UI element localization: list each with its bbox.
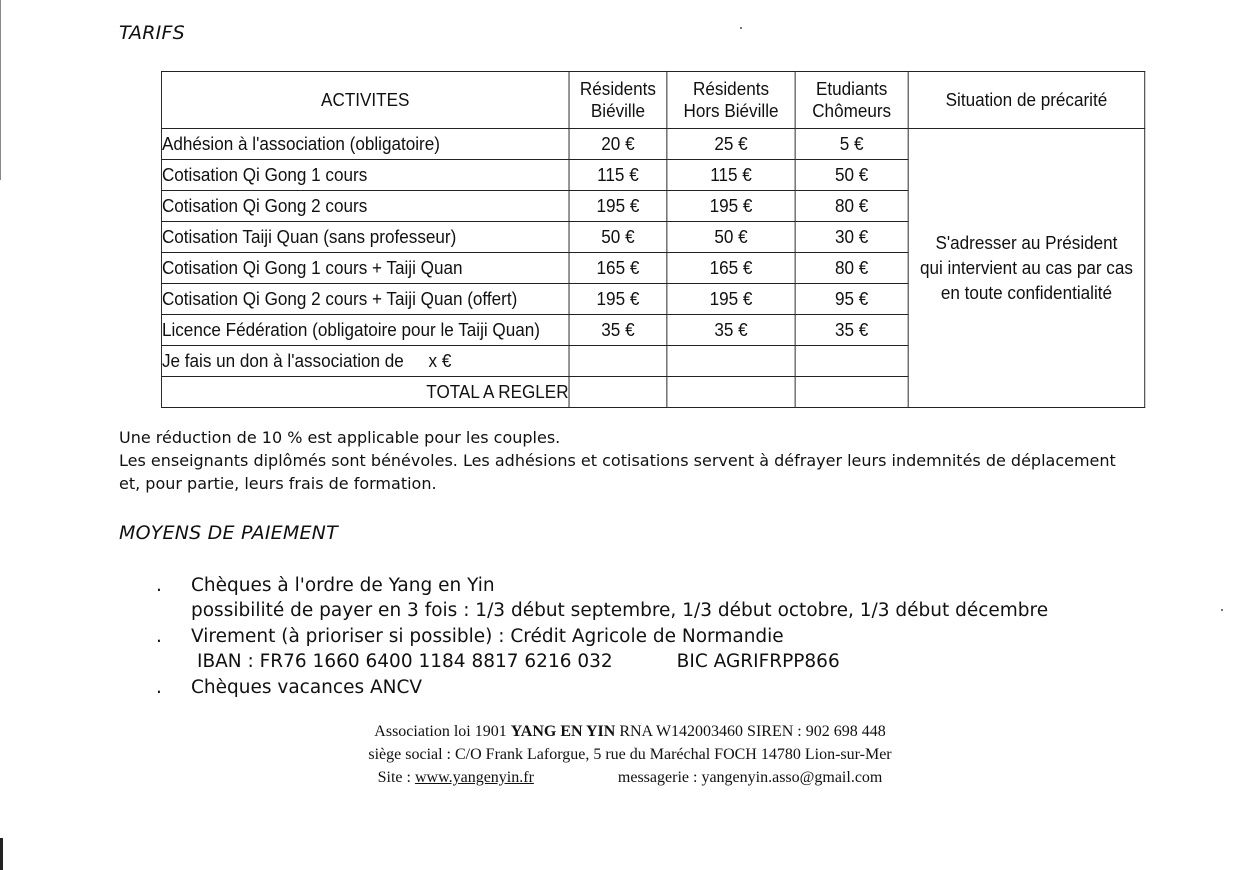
don-bieville-cell[interactable] xyxy=(569,346,667,377)
don-etudiants-cell[interactable] xyxy=(795,346,908,377)
activity-label: Cotisation Taiji Quan (sans professeur) xyxy=(161,222,569,253)
price-etudiants: 50 € xyxy=(795,160,908,191)
price-etudiants: 30 € xyxy=(795,222,908,253)
iban: IBAN : FR76 1660 6400 1184 8817 6216 032 xyxy=(197,651,613,672)
note-enseignants: Les enseignants diplômés sont bénévoles. Les adhésions et cotisations servent à défrayer leurs indemnités de déplacement et, pour partie, leurs frais de formation. xyxy=(119,451,1116,493)
activity-label: Cotisation Qi Gong 1 cours xyxy=(161,160,569,191)
price-bieville: 50 € xyxy=(569,222,667,253)
scan-edge-mark xyxy=(0,838,3,870)
header-residents-hors-bieville: Résidents Hors Biéville xyxy=(667,72,795,129)
tarifs-table xyxy=(161,71,1145,408)
header-etudiants-chomeurs: Etudiants Chômeurs xyxy=(795,72,908,129)
tarifs-title: TARIFS xyxy=(119,22,185,44)
site-link[interactable]: www.yangenyin.fr xyxy=(414,769,534,786)
header-activites: ACTIVITES xyxy=(161,72,569,129)
price-etudiants: 80 € xyxy=(795,191,908,222)
list-item xyxy=(150,573,1048,623)
total-hors-bieville-cell[interactable] xyxy=(667,377,795,408)
price-hors-bieville: 35 € xyxy=(667,315,795,346)
price-etudiants: 35 € xyxy=(795,315,908,346)
price-bieville: 20 € xyxy=(569,129,667,160)
price-etudiants: 5 € xyxy=(795,129,908,160)
paiement-title: MOYENS DE PAIEMENT xyxy=(119,522,338,544)
email-address[interactable]: yangenyin.asso@gmail.com xyxy=(701,769,883,786)
price-etudiants: 95 € xyxy=(795,284,908,315)
scan-speck xyxy=(1221,609,1223,611)
payment-cheques: Chèques à l'ordre de Yang en Yin xyxy=(191,575,495,596)
price-bieville: 195 € xyxy=(569,191,667,222)
scan-edge-mark xyxy=(0,0,1,180)
payment-methods-list xyxy=(150,573,1048,701)
price-hors-bieville: 195 € xyxy=(667,284,795,315)
table-header-row xyxy=(161,72,1144,129)
header-residents-bieville: Résidents Biéville xyxy=(569,72,667,129)
price-bieville: 195 € xyxy=(569,284,667,315)
don-amount: x € xyxy=(428,350,452,371)
list-item xyxy=(150,675,1048,700)
bullet-dot: . xyxy=(156,626,162,647)
don-hors-bieville-cell[interactable] xyxy=(667,346,795,377)
total-bieville-cell[interactable] xyxy=(569,377,667,408)
bullet-dot: . xyxy=(156,575,162,596)
bullet-dot: . xyxy=(156,677,162,698)
bic: BIC AGRIFRPP866 xyxy=(676,651,840,672)
association-name: YANG EN YIN xyxy=(510,723,616,740)
header-situation-precarite: Situation de précarité xyxy=(908,72,1145,129)
footer-siege: siège social : C/O Frank Laforgue, 5 rue du Maréchal FOCH 14780 Lion-sur-Mer xyxy=(368,746,892,763)
payment-cheques-vacances: Chèques vacances ANCV xyxy=(191,677,423,698)
table-row xyxy=(161,129,1144,160)
price-hors-bieville: 25 € xyxy=(667,129,795,160)
price-bieville: 165 € xyxy=(569,253,667,284)
activity-label: Cotisation Qi Gong 2 cours + Taiji Quan (offert) xyxy=(161,284,569,315)
price-bieville: 35 € xyxy=(569,315,667,346)
footer-contact: Site : www.yangenyin.fr messagerie : yangenyin.asso@gmail.com xyxy=(377,769,883,786)
payment-cheques-detail: possibilité de payer en 3 fois : 1/3 début septembre, 1/3 début octobre, 1/3 début décembre xyxy=(191,600,1049,621)
price-hors-bieville: 50 € xyxy=(667,222,795,253)
precarite-note: S'adresser au Président qui intervient au cas par cas en toute confidentialité xyxy=(908,129,1145,408)
activity-label: Cotisation Qi Gong 1 cours + Taiji Quan xyxy=(161,253,569,284)
total-label: TOTAL A REGLER xyxy=(161,377,569,408)
list-item xyxy=(150,624,1048,674)
payment-virement: Virement (à prioriser si possible) : Crédit Agricole de Normandie xyxy=(191,626,784,647)
association-footer xyxy=(300,720,960,789)
footer-identity: Association loi 1901 YANG EN YIN RNA W142003460 SIREN : 902 698 448 xyxy=(374,723,886,740)
price-hors-bieville: 195 € xyxy=(667,191,795,222)
total-etudiants-cell[interactable] xyxy=(795,377,908,408)
payment-bank-details xyxy=(191,649,1048,674)
tarifs-notes xyxy=(119,426,1119,495)
activity-label: Adhésion à l'association (obligatoire) xyxy=(161,129,569,160)
price-etudiants: 80 € xyxy=(795,253,908,284)
price-hors-bieville: 165 € xyxy=(667,253,795,284)
don-cell xyxy=(161,346,569,377)
price-bieville: 115 € xyxy=(569,160,667,191)
note-reduction: Une réduction de 10 % est applicable pour les couples. xyxy=(119,428,561,447)
activity-label: Licence Fédération (obligatoire pour le Taiji Quan) xyxy=(161,315,569,346)
price-hors-bieville: 115 € xyxy=(667,160,795,191)
scan-speck xyxy=(740,27,742,29)
activity-label: Cotisation Qi Gong 2 cours xyxy=(161,191,569,222)
don-label: Je fais un don à l'association de xyxy=(161,350,404,371)
